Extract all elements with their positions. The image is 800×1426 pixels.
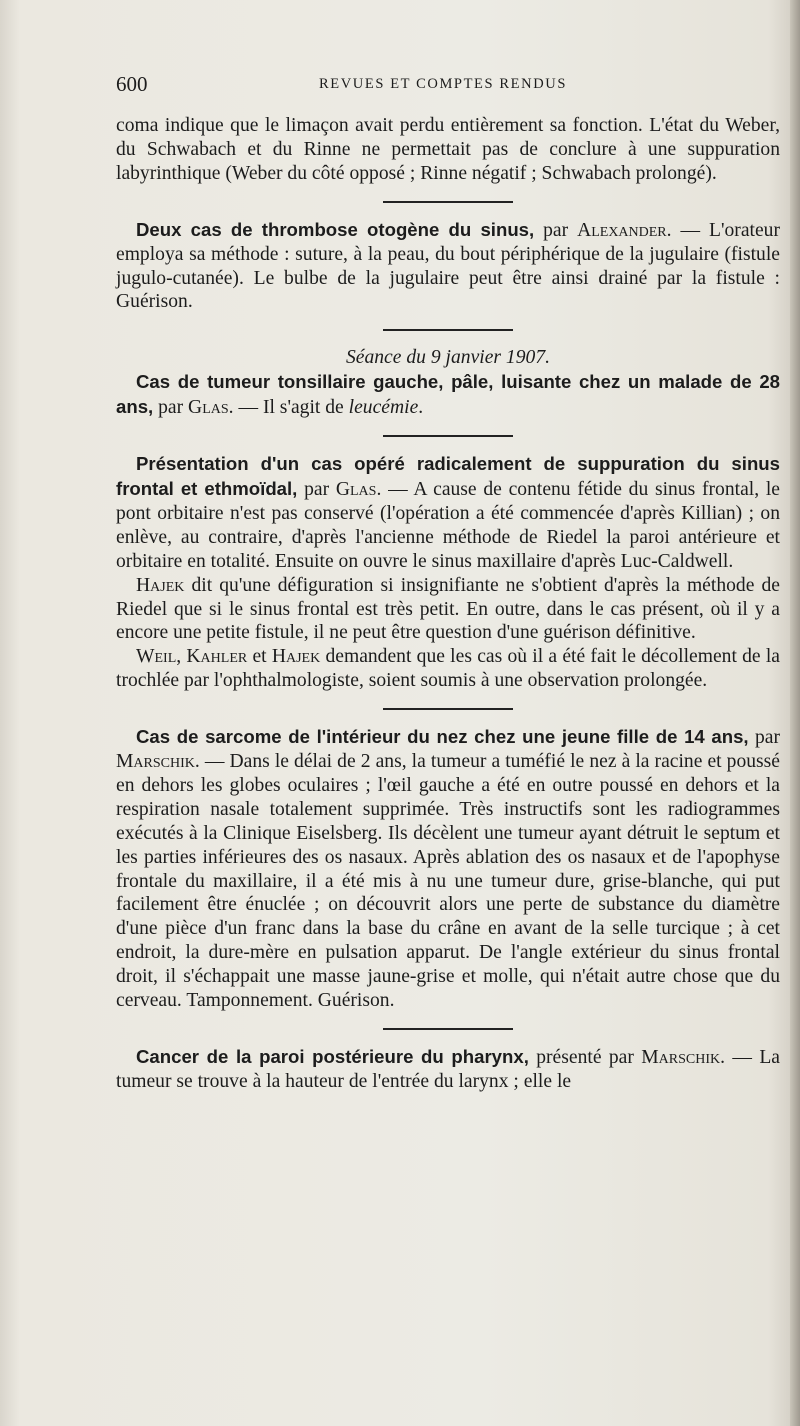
case-thrombose [116, 218, 780, 315]
conjunction: et [247, 646, 272, 668]
par-text: par [534, 219, 578, 241]
case-text: . — Dans le délai de 2 ans, la tumeur a tuméfié le nez à la racine et poussé en dehors les globes oculaires ; l'œil gauche a été en outre poussé en dehors et la respiration nasale totalement supprimée. Très instructifs sont les radiogrammes exécutés à la Clinique Eiselsberg. Ils décèlent une tumeur ayant détruit le septum et les parties inférieures des os nasaux. Après ablation des os nasaux et de l'apophyse frontale du maxillaire, il a été mis à nu une tumeur dure, grise-blanche, qui put facilement être énuclée ; on découvrit alors une perte de substance du diamètre d'une pièce d'un franc dans la base du crâne en avant de la selle turcique ; à cet endroit, la dure-mère en pulsation apparut. De l'angle extérieur du sinus frontal droit, il s'échappait une masse jaune-grise et molle, qui n'était autre chose que du cerveau. Tamponnement. Guérison. [116, 751, 780, 1012]
section-divider [383, 1028, 513, 1030]
page-header [116, 72, 776, 102]
section-divider [383, 329, 513, 331]
par-text: par [297, 478, 336, 500]
article-body [116, 114, 780, 1094]
par-text: par [153, 397, 189, 419]
case-text: . — A cause de contenu fétide du sinus frontal, le pont orbitaire n'est pas conservé (l'opération a été commencée d'après Killian) ; on enlève, au contraire, d'après l'ancienne méthode de Riedel la paroi antérieure et orbitaire en totalité. Ensuite on ouvre le sinus maxillaire d'après Luc-Caldwell. [116, 478, 781, 572]
author-name: Weil [136, 646, 177, 668]
section-divider [383, 435, 513, 437]
discussion-text: dit qu'une défiguration si insignifiante ne s'obtient d'après la méthode de Riedel que si le sinus frontal est très petit. En outre, dans le cas présent, où il y a encore une petite fistule, il ne peut être question d'une guérison définitive. [116, 574, 780, 644]
par-text: par [748, 727, 781, 749]
par-text: présenté par [528, 1047, 642, 1068]
case-cancer-pharynx [116, 1045, 780, 1094]
section-divider [383, 708, 513, 710]
author-name: Glas [335, 478, 377, 500]
author-name: Kahler [186, 646, 248, 668]
emphasis-text: leucémie [348, 397, 419, 419]
case-title: Présentation d'un cas opéré radicalement de suppuration du sinus frontal et ethmoïdal, [116, 453, 780, 499]
separator: , [176, 646, 187, 668]
case-title: Cas de tumeur tonsillaire gauche, pâle, luisante chez un malade de 28 ans, [116, 371, 780, 418]
section-divider [383, 201, 513, 203]
page-number: 600 [116, 72, 148, 96]
page-edge [790, 0, 800, 1426]
case-tumeur-tonsillaire [116, 370, 780, 420]
case-text: . — L'orateur employa sa méthode : suture, à la peau, du bout périphérique de la jugulaire (fistule jugulo-cutanée). Le bulbe de la jugulaire peut être ainsi drainé par la fistule : Guérison. [116, 219, 780, 313]
case-sarcome [116, 725, 780, 1013]
case-text: . — Il s'agit de [228, 397, 349, 419]
author-name: Alexander [577, 219, 667, 241]
case-text-end: . [418, 397, 424, 419]
case-title: Cancer de la paroi postérieure du pharynx, [136, 1046, 529, 1067]
case-sinus-frontal [116, 452, 780, 574]
author-name: Hajek [136, 574, 185, 596]
case-title: Deux cas de thrombose otogène du sinus, [136, 218, 535, 240]
author-name: Glas [188, 397, 229, 419]
paragraph-continuation: coma indique que le limaçon avait perdu entièrement sa fonction. L'état du Weber, du Schwabach et du Rinne ne permettait pas de conclure à une suppuration labyrinthique (Weber du côté opposé ; Rinne négatif ; Schwabach prolongé). [116, 115, 780, 184]
author-name: Marschik [116, 751, 195, 773]
case-title: Cas de sarcome de l'intérieur du nez chez une jeune fille de 14 ans, [136, 726, 749, 748]
running-title: REVUES ET COMPTES RENDUS [319, 76, 568, 92]
discussion-weil-kahler-hajek [116, 645, 780, 693]
seance-heading: Séance du 9 janvier 1907. [345, 347, 551, 369]
discussion-text: demandent que les cas où il a été fait le décollement de la trochlée par l'ophthalmologiste, soient soumis à une observation prolongée. [116, 646, 781, 692]
case-text: . — La tumeur se trouve à la hauteur de l'entrée du larynx ; elle le [116, 1047, 780, 1092]
author-name: Hajek [271, 646, 321, 668]
author-name: Marschik [641, 1047, 721, 1068]
discussion-hajek [116, 574, 780, 646]
